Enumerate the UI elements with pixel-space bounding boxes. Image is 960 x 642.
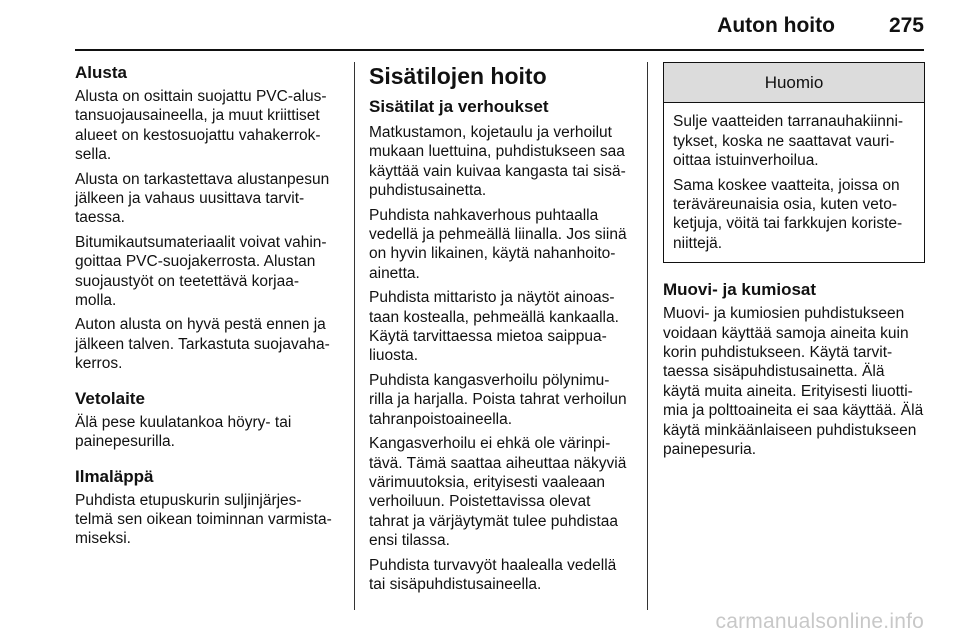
page-number: 275: [888, 14, 924, 37]
text-line: taessa.: [75, 209, 125, 227]
text-line: Alusta on tarkastettava alustanpesun: [75, 170, 330, 188]
text-line: painepesurilla.: [75, 433, 175, 451]
paragraph: [75, 170, 347, 228]
text-line: käyttää vain kuivaa kangasta tai sisä-: [369, 162, 626, 180]
text-line: Puhdista nahkaverhous puhtaalla: [369, 206, 599, 224]
text-line: rilla ja harjalla. Poista tahrat verhoilun: [369, 391, 627, 409]
text-line: molla.: [75, 292, 117, 310]
text-line: Puhdista etupuskurin suljinjärjes-: [75, 491, 302, 509]
sisatilat-body: [369, 123, 635, 594]
text-line: käytä muita aineita. Erityisesti liuotti-: [663, 382, 913, 400]
column-2: [369, 62, 635, 599]
watermark: carmanualsonline.info: [715, 610, 924, 633]
text-line: tai sisäpuhdistusaineella.: [369, 575, 542, 593]
text-line: Auton alusta on hyvä pestä ennen ja: [75, 316, 326, 334]
column-1: [75, 62, 347, 554]
heading-vetolaite: Vetolaite: [75, 388, 145, 408]
paragraph: [75, 413, 347, 452]
text-line: Muovi- ja kumiosien puhdistukseen: [663, 305, 905, 323]
text-line: tykset, koska ne saattavat vauri-: [673, 132, 895, 150]
text-line: goittaa PVC-suojakerrosta. Alustan: [75, 253, 316, 271]
text-line: puhdistusainetta.: [369, 182, 487, 200]
column-3: [663, 62, 925, 465]
text-line: alueet on kestosuojattu vahakerrok-: [75, 126, 321, 144]
section-vetolaite: [75, 388, 347, 452]
text-line: Puhdista turvavyöt haalealla vedellä: [369, 556, 617, 574]
text-line: voidaan käyttää samoja aineita kuin: [663, 324, 909, 342]
text-line: verhoiluun. Poistettavissa olevat: [369, 493, 591, 511]
column-divider-2: [647, 62, 648, 610]
text-line: tansuojausaineella, ja muut kriittiset: [75, 107, 320, 125]
paragraph: [663, 304, 925, 459]
text-line: Sulje vaatteiden tarranauhakiinni-: [673, 113, 904, 131]
text-line: oittaa istuinverhoilua.: [673, 152, 819, 170]
text-line: teräväreunaisia osia, kuten veto-: [673, 196, 898, 214]
text-line: taessa sisäpuhdistusainetta. Älä: [663, 363, 885, 381]
text-line: Puhdista kangasverhoilu pölynimu-: [369, 371, 610, 389]
paragraph: [369, 288, 635, 366]
text-line: vedellä ja pehmeällä liinalla. Jos siinä: [369, 226, 627, 244]
text-line: värimuutoksia, erityisesti vaaleaan: [369, 473, 606, 491]
paragraph: [75, 315, 347, 373]
ilmalappa-body: [75, 491, 347, 549]
heading-sisatilat-ja-verhoukset: Sisätilat ja verhoukset: [369, 97, 549, 116]
text-line: taan kostealla, pehmeällä kankaalla.: [369, 308, 619, 326]
text-line: Sama koskee vaatteita, joissa on: [673, 176, 900, 194]
text-line: mukaan luettuina, puhdistukseen saa: [369, 143, 625, 161]
text-line: tahrat ja värjäytymät tulee puhdistaa: [369, 512, 618, 530]
text-line: Matkustamon, kojetaulu ja verhoilut: [369, 124, 612, 141]
note-box: [663, 62, 925, 263]
muovi-body: [663, 304, 925, 459]
paragraph: [75, 87, 347, 165]
text-line: liuosta.: [369, 347, 419, 365]
text-line: telmä sen oikean toiminnan varmista-: [75, 510, 332, 528]
heading-alusta: Alusta: [75, 63, 127, 82]
section-alusta: [75, 62, 347, 374]
vetolaite-body: [75, 413, 347, 452]
heading-sisatilojen-hoito: Sisätilojen hoito: [369, 63, 547, 89]
text-line: jälkeen ja vahaus uusittava tarvit-: [75, 190, 305, 208]
paragraph: [369, 123, 635, 201]
heading-muovi-ja-kumiosat: Muovi- ja kumiosat: [663, 280, 817, 300]
text-line: käytä minkäänlaiseen puhdistukseen: [663, 421, 917, 439]
text-line: Kangasverhoilu ei ehkä ole värinpi-: [369, 435, 611, 453]
text-line: ketjuja, vöitä tai farkkujen koriste-: [673, 215, 903, 233]
text-line: tahranpoistoaineella.: [369, 410, 513, 428]
paragraph: [369, 371, 635, 429]
heading-ilmalappa: Ilmaläppä: [75, 466, 154, 486]
text-line: ensi tilassa.: [369, 532, 450, 550]
section-ilmalappa: [75, 466, 347, 549]
text-line: Alusta on osittain suojattu PVC-alus-: [75, 88, 327, 105]
text-line: niittejä.: [673, 234, 723, 252]
header-rule: [75, 49, 924, 51]
page-header: [717, 14, 924, 38]
text-line: miseksi.: [75, 530, 131, 548]
text-line: mia ja polttoaineita ei saa käyttää. Älä: [663, 402, 924, 420]
text-line: sella.: [75, 146, 112, 164]
paragraph: [673, 112, 915, 170]
paragraph: [75, 491, 347, 549]
note-body: [664, 103, 924, 262]
section-title: Auton hoito: [717, 14, 835, 37]
alusta-body: [75, 87, 347, 374]
paragraph: [369, 434, 635, 550]
paragraph: [673, 176, 915, 254]
note-title: Huomio: [664, 63, 924, 103]
text-line: ainetta.: [369, 264, 420, 282]
text-line: Puhdista mittaristo ja näytöt ainoas-: [369, 289, 615, 307]
paragraph: [369, 206, 635, 284]
text-line: jälkeen talven. Tarkastuta suojavaha-: [75, 335, 330, 353]
text-line: Bitumikautsumateriaalit voivat vahin-: [75, 233, 327, 251]
paragraph: [369, 556, 635, 595]
text-line: korin puhdistukseen. Käytä tarvit-: [663, 344, 893, 362]
text-line: suojaustyöt on teetettävä korjaa-: [75, 272, 300, 290]
text-line: painepesuria.: [663, 441, 757, 459]
column-divider-1: [354, 62, 355, 610]
paragraph: [75, 233, 347, 311]
text-line: Käytä tarvittaessa mietoa saippua-: [369, 328, 607, 346]
text-line: kerros.: [75, 355, 123, 373]
text-line: tävä. Tämä saattaa aiheuttaa näkyviä: [369, 454, 627, 472]
text-line: on hyvin likainen, käytä nahanhoito-: [369, 245, 616, 263]
text-line: Älä pese kuulatankoa höyry- tai: [75, 413, 292, 431]
